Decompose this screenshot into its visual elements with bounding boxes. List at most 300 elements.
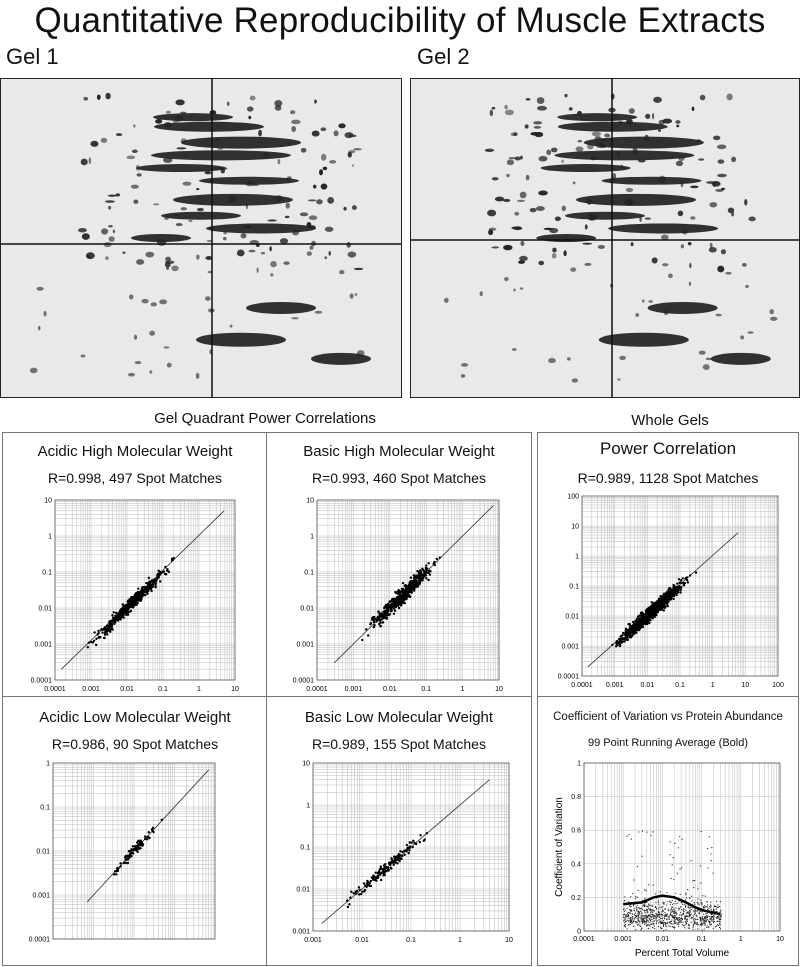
data-point (646, 622, 648, 624)
data-point (436, 558, 438, 560)
data-point (702, 920, 703, 921)
gel-spot (489, 228, 497, 231)
data-point (656, 923, 657, 924)
gel-spot (180, 112, 186, 114)
data-point (382, 870, 384, 872)
gel-spot (570, 267, 576, 271)
data-point (644, 910, 645, 911)
y-tick-label: 0.0001 (292, 677, 314, 685)
data-point (623, 914, 624, 915)
data-point (649, 609, 651, 611)
gel-spot (717, 174, 727, 178)
data-point (677, 919, 678, 920)
y-tick-label: 1 (575, 553, 579, 561)
gel-spot (520, 287, 524, 289)
data-point (101, 631, 103, 633)
data-point (633, 926, 634, 927)
gel-spot (175, 99, 184, 105)
data-point (650, 605, 652, 607)
data-point (629, 913, 630, 914)
data-point (673, 916, 674, 917)
data-point (686, 916, 687, 917)
data-point (672, 923, 673, 924)
data-point (670, 904, 671, 905)
data-point (666, 918, 667, 919)
gel-spot (205, 171, 212, 174)
data-point (652, 905, 653, 906)
gel-spot (309, 225, 315, 229)
gel-spot (504, 105, 507, 110)
data-point (638, 912, 639, 913)
data-point (349, 896, 351, 898)
gel-spot (155, 119, 162, 124)
data-point (385, 610, 387, 612)
data-point (634, 921, 635, 922)
data-point (429, 573, 431, 575)
data-point (716, 909, 717, 910)
y-tick-label: 0.01 (38, 605, 52, 613)
gel-spot (507, 159, 514, 165)
data-point (658, 908, 659, 909)
data-point (702, 924, 703, 925)
data-point (425, 567, 427, 569)
data-point (719, 906, 720, 907)
data-point (644, 917, 645, 918)
data-point (634, 908, 635, 909)
gel-spot (709, 202, 717, 208)
data-point (680, 918, 681, 919)
data-point (164, 566, 166, 568)
data-point (634, 631, 636, 633)
data-point (626, 914, 627, 915)
figure-title: Quantitative Reproducibility of Muscle Extracts (34, 1, 766, 40)
data-point (656, 917, 657, 918)
data-point (700, 911, 701, 912)
data-point (637, 866, 638, 867)
data-point (682, 924, 683, 925)
chart-basic-high (266, 432, 532, 698)
data-point (155, 586, 157, 588)
gel-spot (678, 155, 685, 161)
data-point (97, 630, 99, 632)
data-point (653, 921, 654, 922)
data-point (376, 877, 378, 879)
data-point (718, 921, 719, 922)
data-point (378, 871, 380, 873)
data-point (631, 838, 632, 839)
data-point (641, 908, 642, 909)
gel-spot (608, 223, 718, 233)
data-point (711, 847, 712, 848)
gel-spot (350, 293, 354, 298)
data-point (713, 918, 714, 919)
data-point (685, 899, 686, 900)
data-point (648, 928, 649, 929)
data-point (665, 923, 666, 924)
y-tick-label: 0.1 (569, 583, 579, 591)
data-point (697, 910, 698, 911)
data-point (700, 900, 701, 901)
data-point (141, 590, 143, 592)
data-point (375, 620, 377, 622)
data-point (140, 839, 142, 841)
gel-spot (675, 120, 680, 124)
gel-spot (329, 251, 331, 255)
data-point (662, 597, 664, 599)
gel-spot (176, 147, 186, 149)
data-point (687, 919, 688, 920)
data-point (669, 916, 670, 917)
scatter-plot (267, 488, 531, 696)
data-point (417, 577, 419, 579)
gel-spot (696, 139, 701, 142)
gel-spot (129, 294, 133, 299)
data-point (693, 910, 694, 911)
data-point (714, 916, 715, 917)
data-point (702, 918, 703, 919)
gel-spot (681, 244, 684, 248)
gel-spot (530, 208, 537, 212)
gel-spot (325, 227, 334, 232)
data-point (348, 903, 350, 905)
data-point (658, 926, 659, 927)
data-point (378, 617, 380, 619)
data-point (352, 892, 354, 894)
data-point (390, 867, 392, 869)
data-point (720, 928, 721, 929)
data-point (667, 913, 668, 914)
y-tick-label: 0.001 (561, 643, 579, 651)
data-point (647, 917, 648, 918)
data-point (713, 915, 714, 916)
data-point (433, 561, 435, 563)
gel-spot (577, 111, 582, 115)
data-point (644, 922, 645, 923)
data-point (711, 923, 712, 924)
data-point (159, 580, 161, 582)
data-point (427, 562, 429, 564)
data-point (710, 925, 711, 926)
data-point (720, 919, 721, 920)
data-point (663, 930, 664, 931)
gel-spot (89, 157, 91, 164)
gel-spot (480, 291, 483, 296)
data-point (387, 604, 389, 606)
data-point (132, 845, 134, 847)
gel-spot (257, 267, 259, 272)
data-point (398, 853, 400, 855)
data-point (637, 905, 638, 906)
data-point (392, 602, 394, 604)
data-point (408, 581, 410, 583)
data-point (631, 922, 632, 923)
whole-gel-section-heading: Whole Gels (631, 412, 709, 429)
gel-spot (196, 254, 200, 259)
data-point (370, 622, 372, 624)
gel-spot (552, 253, 557, 259)
data-point (684, 582, 686, 584)
data-point (640, 929, 641, 930)
data-point (675, 893, 676, 894)
data-point (423, 838, 425, 840)
data-point (642, 617, 644, 619)
gel-spot (166, 111, 171, 114)
gel-spot (82, 233, 90, 240)
data-point (701, 831, 702, 832)
data-point (651, 601, 653, 603)
data-point (644, 911, 645, 912)
gel-spot (319, 169, 323, 175)
gel-spot (549, 228, 558, 233)
data-point (402, 582, 404, 584)
data-point (672, 904, 673, 905)
data-point (374, 871, 376, 873)
data-point (383, 612, 385, 614)
data-point (666, 915, 667, 916)
data-point (685, 910, 686, 911)
gel-spot (153, 203, 159, 205)
data-point (151, 584, 153, 586)
data-point (383, 873, 385, 875)
data-point (702, 930, 703, 931)
gel-spot (745, 285, 749, 288)
gel-spot (205, 296, 211, 301)
gel-spot (485, 149, 494, 152)
data-point (649, 919, 650, 920)
data-point (667, 605, 669, 607)
data-point (148, 837, 150, 839)
data-point (701, 925, 702, 926)
data-point (689, 915, 690, 916)
data-point (676, 914, 677, 915)
data-point (130, 600, 132, 602)
data-point (654, 611, 656, 613)
gel-spot (166, 266, 169, 270)
data-point (709, 836, 710, 837)
data-point (129, 850, 131, 852)
data-point (640, 918, 641, 919)
data-point (633, 622, 635, 624)
data-point (157, 570, 159, 572)
data-point (659, 919, 660, 920)
data-point (403, 850, 405, 852)
data-point (653, 917, 654, 918)
data-point (703, 922, 704, 923)
data-point (678, 578, 680, 580)
gel-spot (338, 123, 345, 128)
data-point (681, 902, 682, 903)
gel-spot (348, 251, 357, 257)
data-point (689, 910, 690, 911)
data-point (683, 584, 685, 586)
data-point (406, 590, 408, 592)
data-point (652, 919, 653, 920)
data-point (106, 625, 108, 627)
x-tick-label: 0.01 (655, 936, 670, 943)
data-point (137, 587, 139, 589)
data-point (642, 920, 643, 921)
data-point (649, 925, 650, 926)
data-point (626, 836, 627, 837)
data-point (650, 905, 651, 906)
data-point (377, 611, 379, 613)
data-point (111, 614, 113, 616)
gel-spot (247, 106, 254, 111)
data-point (710, 902, 711, 903)
data-point (373, 626, 375, 628)
data-point (639, 922, 640, 923)
data-point (693, 887, 694, 888)
data-point (397, 859, 399, 861)
data-point (696, 914, 697, 915)
gel-spot (487, 210, 496, 217)
data-point (707, 913, 708, 914)
gel-spot (339, 270, 344, 274)
y-tick-label: 0.6 (571, 827, 581, 835)
data-point (685, 894, 686, 895)
data-point (118, 618, 120, 620)
gel-spot (552, 248, 556, 253)
data-point (629, 918, 630, 919)
data-point (707, 915, 708, 916)
data-point (662, 922, 663, 923)
gel-spot (726, 93, 732, 100)
gel-spot (164, 216, 169, 220)
gel-spot (644, 135, 648, 141)
data-point (413, 577, 415, 579)
data-point (358, 886, 360, 888)
data-point (623, 917, 624, 918)
gel-spot (698, 158, 704, 160)
data-point (704, 916, 705, 917)
gel-spot (151, 302, 157, 306)
data-point (620, 635, 622, 637)
data-point (711, 913, 712, 914)
gel-spot (101, 228, 108, 234)
data-point (677, 589, 679, 591)
y-tick-label: 0.1 (40, 804, 50, 812)
gel-spot (108, 206, 111, 210)
data-point (630, 911, 631, 912)
scatter-plot (538, 488, 798, 696)
data-point (702, 916, 703, 917)
gel-spot (505, 110, 514, 116)
gel-spot (109, 236, 115, 242)
gel-spot (223, 232, 226, 235)
gel-spot (700, 95, 706, 101)
gel-spot (503, 245, 512, 250)
data-point (703, 914, 704, 915)
data-point (670, 912, 671, 913)
data-point (694, 914, 695, 915)
chart-subtitle: 99 Point Running Average (Bold) (587, 737, 748, 749)
data-point (638, 915, 639, 916)
data-point (706, 901, 707, 902)
data-point (628, 924, 629, 925)
data-point (390, 861, 392, 863)
data-point (670, 902, 671, 903)
data-point (698, 910, 699, 911)
data-point (402, 588, 404, 590)
data-point (373, 618, 375, 620)
gel-spot (635, 313, 639, 317)
x-tick-label: 1 (197, 686, 201, 693)
gel-spot (145, 252, 154, 258)
gel-spot (127, 156, 136, 160)
data-point (681, 918, 682, 919)
data-point (667, 599, 669, 601)
data-point (652, 921, 653, 922)
data-point (646, 915, 647, 916)
gel-spot (731, 157, 736, 162)
data-point (642, 909, 643, 910)
data-point (636, 910, 637, 911)
data-point (672, 598, 674, 600)
data-point (689, 574, 691, 576)
data-point (624, 913, 625, 914)
data-point (406, 844, 408, 846)
data-point (635, 898, 636, 899)
data-point (705, 906, 706, 907)
gel-spot (717, 144, 726, 149)
data-point (152, 831, 154, 833)
x-tick-label: 10 (776, 936, 784, 943)
data-point (693, 915, 694, 916)
gel-spot (513, 132, 518, 136)
gel-spot (175, 214, 178, 216)
data-point (658, 904, 659, 905)
gel-spot (105, 93, 110, 100)
gel-spot (562, 206, 566, 212)
data-point (670, 841, 671, 842)
chart-basic-low (266, 696, 532, 966)
x-tick-label: 0.0001 (306, 686, 328, 693)
data-point (419, 834, 421, 836)
data-point (646, 921, 647, 922)
gel-spot (128, 373, 135, 377)
data-point (626, 921, 627, 922)
data-point (164, 573, 166, 575)
data-point (642, 923, 643, 924)
data-point (720, 901, 721, 902)
data-point (392, 598, 394, 600)
data-point (637, 897, 638, 898)
data-point (405, 595, 407, 597)
data-point (155, 578, 157, 580)
data-point (630, 924, 631, 925)
data-point (93, 631, 95, 633)
data-point (648, 884, 649, 885)
gel-spot (598, 245, 605, 249)
gel-spot (223, 237, 227, 241)
data-point (152, 580, 154, 582)
data-point (674, 912, 675, 913)
data-point (705, 896, 706, 897)
data-point (145, 589, 147, 591)
x-tick-label: 1 (458, 937, 462, 944)
data-point (144, 594, 146, 596)
gel-spot (267, 219, 276, 221)
gel-spot (216, 138, 219, 140)
data-point (668, 587, 670, 589)
data-point (422, 577, 424, 579)
data-point (381, 614, 383, 616)
gel-spot (770, 317, 777, 321)
data-point (721, 917, 722, 918)
gel-spot (659, 176, 665, 183)
data-point (132, 606, 134, 608)
gel-spot (30, 368, 38, 374)
